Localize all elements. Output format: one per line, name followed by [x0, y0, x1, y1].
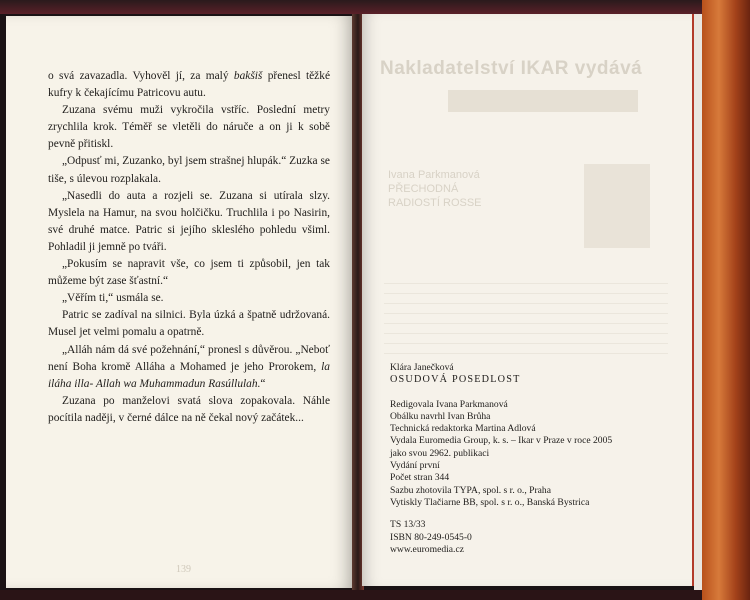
italic-phrase: la iláha illa- Allah wa Muhammadun Rasúllulah. — [48, 360, 330, 390]
body-paragraph — [48, 102, 330, 153]
body-paragraph — [48, 290, 330, 307]
imprint-credit: Redigovala Ivana Parkmanová — [390, 398, 508, 410]
imprint-credit: jako svou 2962. publikaci — [390, 447, 490, 459]
body-paragraph — [48, 188, 330, 256]
text-run: Zuzana svému muži vykročila vstříc. Poslední metry zrychlila krok. Téměř se vletěli do náruče a on ji k sobě pevně přitiskl. — [48, 104, 330, 151]
imprint-credit: Sazbu zhotovila TYPA, spol. s r. o., Praha — [390, 484, 551, 496]
body-paragraph — [48, 153, 330, 187]
imprint-credit: Vytiskly Tlačiarne BB, spol. s r. o., Banská Bystrica — [390, 496, 590, 508]
imprint-credit: Počet stran 344 — [390, 472, 450, 484]
body-paragraph — [48, 68, 330, 102]
imprint-credit: Technická redaktorka Martina Adlová — [390, 423, 536, 435]
book-cover-top-edge — [0, 0, 750, 14]
body-paragraph — [48, 256, 330, 290]
imprint-credit: Vydání první — [390, 460, 440, 472]
body-paragraph — [48, 307, 330, 341]
isbn: ISBN 80-249-0545-0 — [390, 531, 472, 543]
text-run: „Pokusím se napravit vše, co jsem ti způsobil, jen tak můžeme být zase šťastní.“ — [48, 258, 330, 288]
text-run: přenesl těžké kufry k čekajícímu Patricovu autu. — [48, 70, 330, 100]
italic-phrase: bakšiš — [233, 70, 263, 82]
paper-slip — [694, 14, 702, 590]
right-page — [362, 14, 692, 586]
show-through-banner — [448, 90, 638, 112]
body-paragraph — [48, 342, 330, 393]
body-paragraph — [48, 393, 330, 427]
text-run: „Nasedli do auta a rozjeli se. Zuzana si utírala slzy. Myslela na Hamur, na svou holčičku. Truchlila i po Nasirin, své druhé matce. Patric si jejího skleslého pohledu všiml. Pohladil ji jemně po tváři. — [48, 189, 330, 253]
imprint-author: Klára Janečková — [390, 362, 454, 373]
imprint-title: OSUDOVÁ POSEDLOST — [390, 374, 521, 386]
book-cover-right-edge — [702, 0, 750, 600]
publisher-url: www.euromedia.cz — [390, 543, 464, 555]
text-run: Patric se zadíval na silnici. Byla úzká a špatně udržovaná. Musel jet velmi pomalu a opatrně. — [48, 309, 330, 339]
book-cover-bottom-edge — [0, 590, 750, 600]
show-through-cover-image — [584, 164, 650, 248]
show-through-book-title: Ivana Parkmanová PŘECHODNÁ RADIOSTÍ ROSSE — [388, 169, 482, 209]
imprint-code: TS 13/33 — [390, 519, 426, 531]
imprint-credit: Obálku navrhl Ivan Brůha — [390, 410, 491, 422]
imprint-block — [390, 362, 680, 556]
text-run: „Věřím ti,“ usmála se. — [62, 292, 164, 305]
text-run: o svá zavazadla. Vyhověl jí, za malý — [48, 70, 234, 82]
text-run: “ — [260, 377, 266, 390]
text-run: „Odpusť mi, Zuzanko, byl jsem strašnej hlupák.“ Zuzka se tiše, s úlevou rozplakala. — [48, 155, 330, 185]
text-run: Zuzana po manželovi svatá slova zopakovala. Náhle pocítila naději, v černé dálce na ně čekal nový začátek... — [48, 394, 330, 424]
imprint-credit: Vydala Euromedia Group, k. s. – Ikar v Praze v roce 2005 — [390, 435, 613, 447]
left-page-text — [48, 68, 330, 427]
text-run: „Alláh nám dá své požehnání,“ pronesl s důvěrou. „Neboť není Boha kromě Alláha a Mohamed je jeho Prorokem, — [48, 343, 330, 373]
show-through-text-block — [384, 274, 668, 354]
page-number: 139 — [176, 564, 191, 575]
left-page — [6, 16, 354, 588]
show-through-header: Nakladatelství IKAR vydává — [380, 58, 643, 79]
